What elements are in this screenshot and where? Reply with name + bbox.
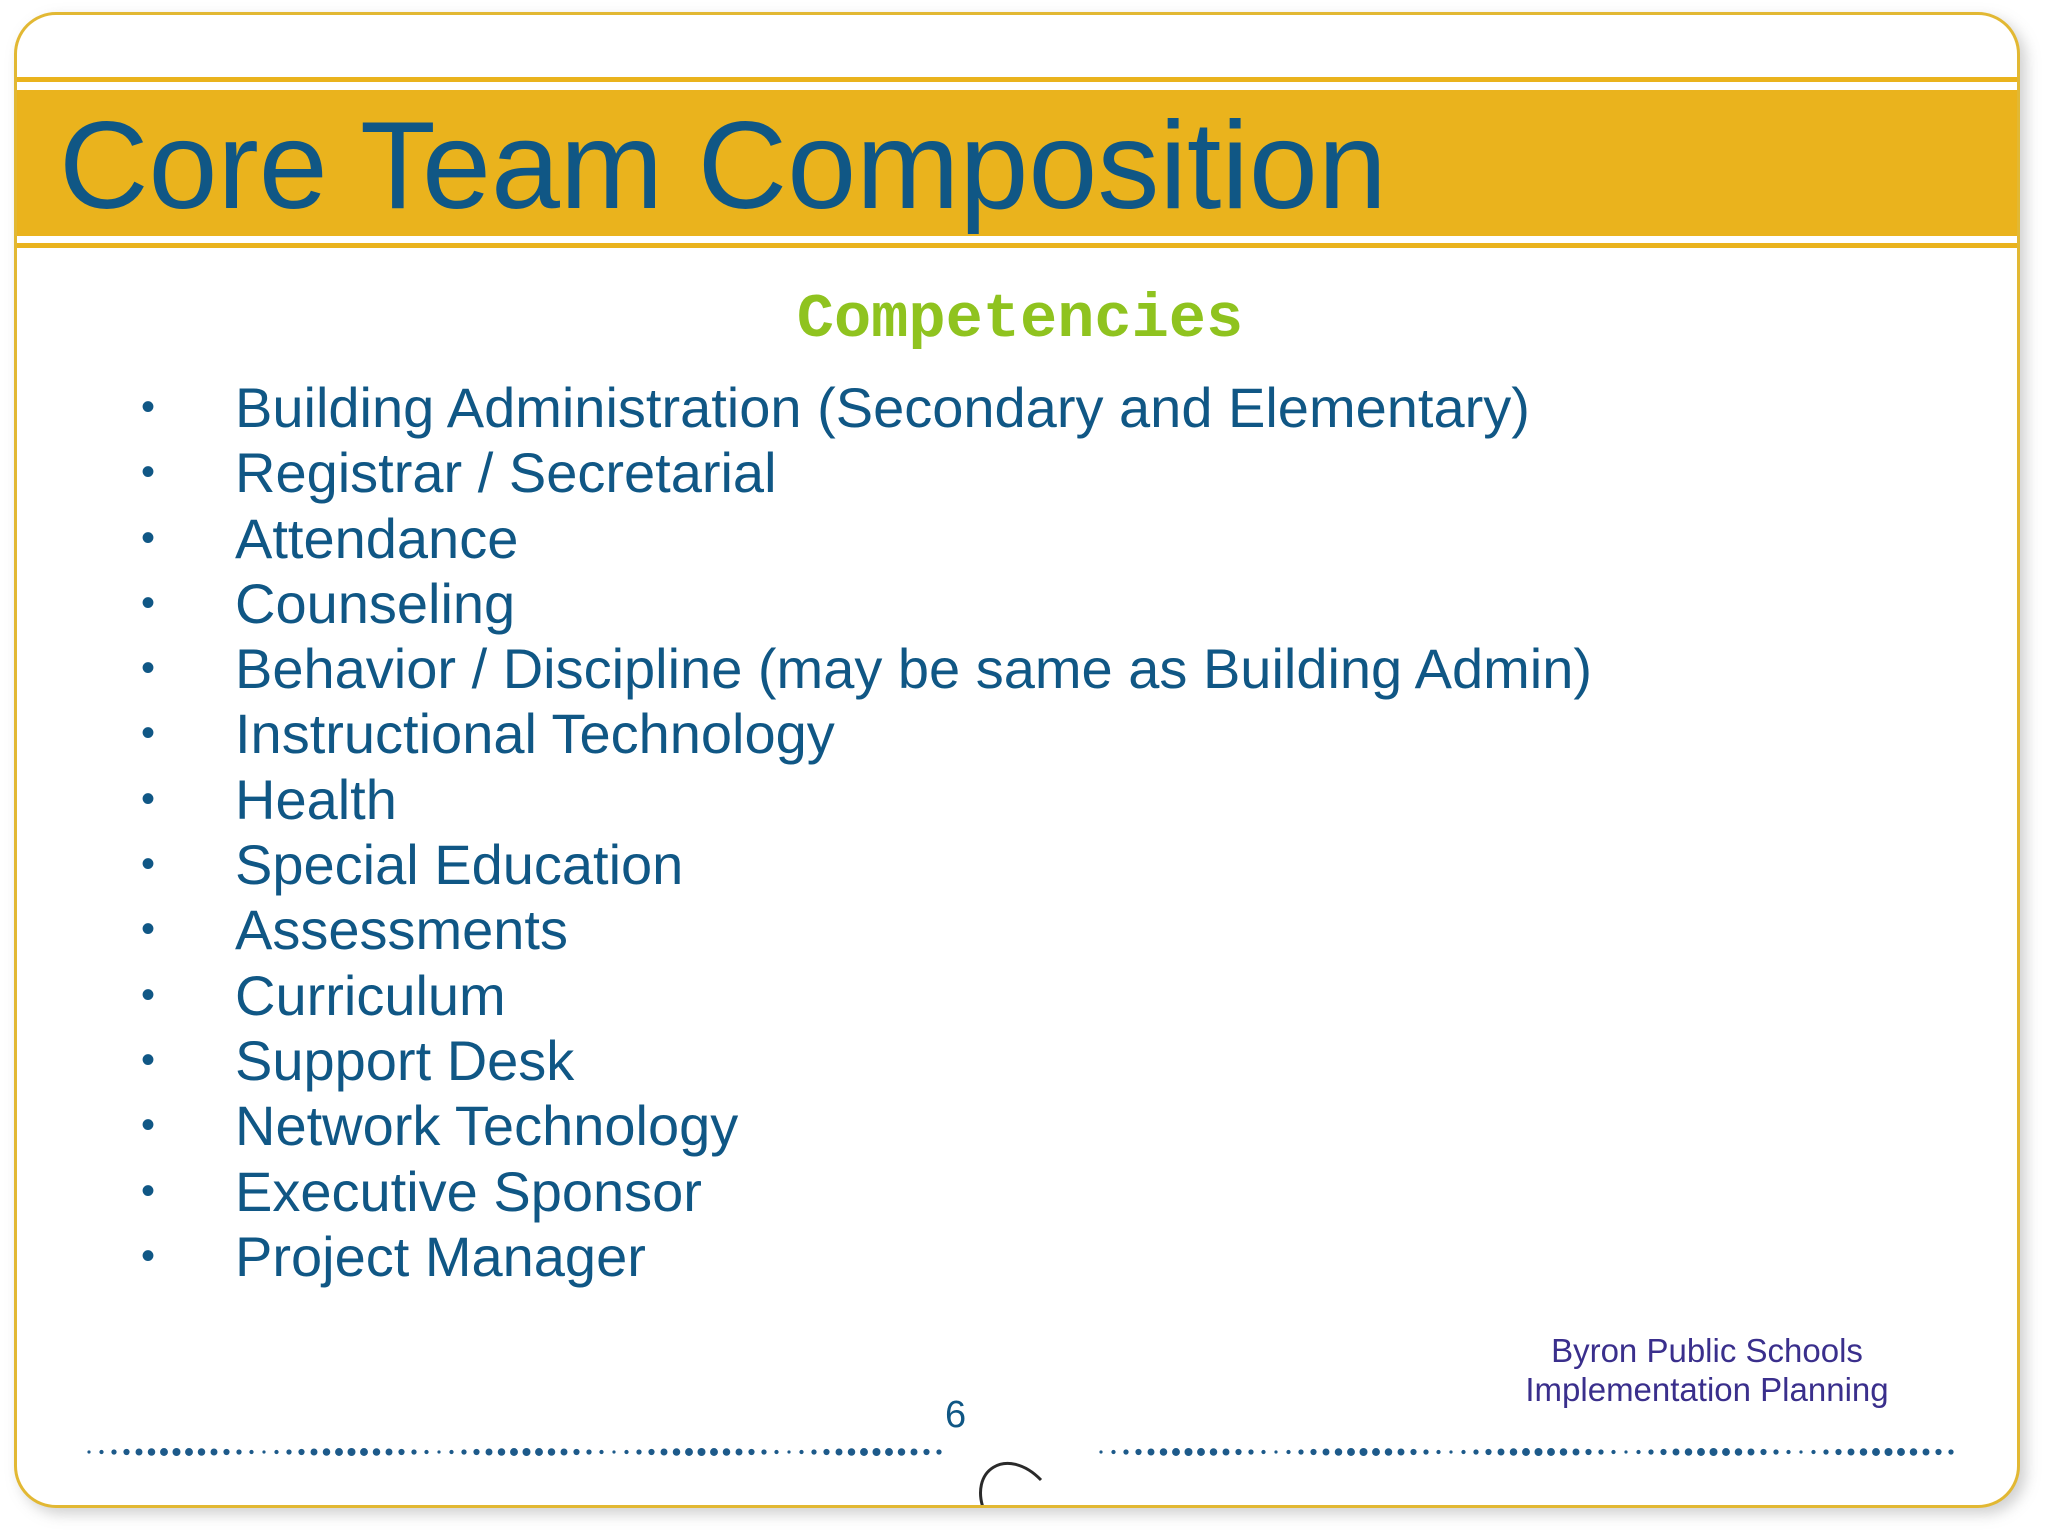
bullet-icon: • — [141, 711, 156, 756]
footer-dot — [1498, 1449, 1505, 1456]
footer-dot — [787, 1450, 790, 1453]
list-item-text: Counseling — [235, 571, 516, 635]
footer-dot — [1197, 1448, 1205, 1456]
footer-dot — [373, 1448, 381, 1456]
footer-dot — [1673, 1449, 1680, 1456]
footer-dot — [1660, 1449, 1666, 1455]
footer-dot — [873, 1448, 881, 1456]
footer-dot — [510, 1448, 518, 1456]
footer-dot — [1223, 1449, 1230, 1456]
footer-dot — [286, 1449, 291, 1454]
footer-dot — [1385, 1448, 1393, 1456]
footer-dot — [1697, 1448, 1705, 1456]
dotted-rule-right — [1099, 1448, 1953, 1456]
footer-dot — [1786, 1450, 1790, 1454]
footer-dot — [1872, 1448, 1880, 1456]
footer-dot — [1811, 1450, 1815, 1454]
footer-dot — [673, 1448, 681, 1456]
footer-organization — [1507, 1331, 1907, 1409]
footer-dot — [535, 1448, 543, 1456]
footer-dot — [936, 1449, 941, 1454]
footer-dot — [1860, 1448, 1868, 1456]
list-item-text: Project Manager — [235, 1224, 646, 1288]
slide-frame — [14, 12, 2020, 1508]
bullet-icon: • — [141, 1168, 156, 1213]
footer-dot — [1473, 1449, 1478, 1454]
footer-dot — [1310, 1449, 1316, 1455]
footer-dot — [1360, 1448, 1368, 1456]
footer-dot — [424, 1450, 428, 1454]
footer-dot — [262, 1450, 265, 1453]
footer-dot — [1323, 1449, 1330, 1456]
footer-dot — [1773, 1449, 1778, 1454]
footer-dot — [1710, 1448, 1718, 1456]
footer-dot — [748, 1449, 754, 1455]
list-item-text: Building Administration (Secondary and Elementary) — [235, 376, 1530, 439]
footer-dot — [811, 1449, 816, 1454]
bullet-icon: • — [141, 972, 156, 1017]
footer-dot — [386, 1449, 393, 1456]
footer-dot — [1585, 1449, 1591, 1455]
footer-dot — [523, 1448, 531, 1456]
list-item-text: Special Education — [235, 833, 684, 897]
footer-dot — [1123, 1449, 1128, 1454]
footer-dot — [311, 1449, 318, 1456]
list-item-text: Network Technology — [235, 1094, 739, 1158]
footer-dot — [848, 1448, 856, 1456]
footer-dot — [1685, 1448, 1693, 1456]
footer-dot — [1298, 1449, 1303, 1454]
bullet-icon: • — [141, 580, 156, 625]
footer-dot — [1461, 1450, 1465, 1454]
footer-dot — [1935, 1449, 1941, 1455]
swoosh-icon — [981, 1463, 1041, 1508]
bullet-icon: • — [141, 1233, 156, 1278]
title-band — [17, 77, 2017, 249]
bullet-icon: • — [141, 450, 156, 495]
footer-dot — [1547, 1448, 1555, 1456]
footer-dot — [586, 1449, 591, 1454]
footer-dot — [461, 1449, 466, 1454]
footer-dot — [348, 1448, 356, 1456]
bullet-icon: • — [141, 515, 156, 560]
footer-dot — [761, 1449, 766, 1454]
footer-dot — [1210, 1448, 1218, 1456]
footer-dot — [249, 1450, 253, 1454]
footer-dot — [1598, 1449, 1603, 1454]
footer-dot — [223, 1449, 229, 1455]
footer-dot — [1485, 1449, 1491, 1455]
footer-dot — [1522, 1448, 1530, 1456]
footer-dot — [573, 1449, 579, 1455]
footer-dot — [274, 1450, 278, 1454]
bullet-icon: • — [141, 646, 156, 691]
footer-dot — [836, 1449, 843, 1456]
footer-dot — [1274, 1450, 1277, 1453]
footer-dot — [661, 1449, 668, 1456]
footer-dot — [1848, 1449, 1855, 1456]
footer-dot — [473, 1449, 479, 1455]
footer-dot — [911, 1449, 918, 1456]
list-item-text: Registrar / Secretarial — [235, 441, 777, 505]
footer-dot — [1722, 1448, 1730, 1456]
footer-dot — [898, 1448, 906, 1456]
list-item-text: Curriculum — [235, 963, 506, 1027]
footer-dot — [1160, 1448, 1168, 1456]
footer-dot — [1099, 1450, 1102, 1453]
footer-dot — [185, 1448, 193, 1456]
footer-dot — [1248, 1449, 1253, 1454]
footer-dot — [1611, 1450, 1615, 1454]
footer-dot — [87, 1450, 90, 1453]
footer-dot — [1172, 1448, 1180, 1456]
footer-dot — [648, 1449, 654, 1455]
list-item-text: Assessments — [235, 898, 568, 962]
footer-dot — [1398, 1449, 1405, 1456]
footer-dot — [1748, 1449, 1755, 1456]
footer-dot — [398, 1449, 404, 1455]
footer-dot — [1897, 1448, 1905, 1456]
footer-dot — [1885, 1448, 1893, 1456]
footer-dot — [1636, 1450, 1640, 1454]
footer-dot — [698, 1448, 706, 1456]
list-item-text: Support Desk — [235, 1028, 575, 1092]
footer-dot — [1135, 1449, 1141, 1455]
footer-org-line-1: Byron Public Schools — [1551, 1332, 1863, 1369]
footer-dot — [1624, 1450, 1627, 1453]
footer-dot — [1111, 1450, 1115, 1454]
footer-dot — [736, 1449, 743, 1456]
bullet-icon: • — [141, 1037, 156, 1082]
footer-dot — [599, 1450, 603, 1454]
footer-dot — [449, 1450, 453, 1454]
footer-dot — [612, 1450, 615, 1453]
footer-dot — [123, 1449, 129, 1455]
footer-decoration — [17, 1415, 2020, 1508]
bullet-icon: • — [141, 385, 156, 429]
page-number: 6 — [945, 1394, 967, 1436]
footer-dot — [148, 1448, 156, 1456]
footer-dot — [1760, 1449, 1766, 1455]
footer-dot — [198, 1448, 206, 1456]
footer-dot — [136, 1449, 143, 1456]
footer-dot — [111, 1449, 116, 1454]
footer-dot — [236, 1449, 241, 1454]
footer-org-line-2: Implementation Planning — [1525, 1371, 1889, 1408]
footer-dot — [437, 1450, 440, 1453]
footer-dot — [624, 1450, 628, 1454]
footer-dot — [561, 1449, 568, 1456]
footer-dot — [1449, 1450, 1452, 1453]
footer-dot — [323, 1448, 331, 1456]
footer-dot — [723, 1448, 731, 1456]
list-item-text: Attendance — [235, 506, 519, 570]
dotted-rule-left — [87, 1448, 941, 1456]
footer-dot — [1735, 1448, 1743, 1456]
bullet-icon: • — [141, 776, 156, 821]
footer-dot — [160, 1448, 168, 1456]
band-bottom-rule — [17, 243, 2017, 248]
footer-dot — [1410, 1449, 1416, 1455]
footer-dot — [1235, 1449, 1241, 1455]
footer-dot — [1347, 1448, 1355, 1456]
footer-dot — [685, 1448, 693, 1456]
list-item-text: Instructional Technology — [235, 702, 835, 766]
footer-dot — [1423, 1449, 1428, 1454]
footer-dot — [1560, 1448, 1568, 1456]
footer-dot — [1261, 1450, 1265, 1454]
footer-dot — [1835, 1449, 1841, 1455]
footer-dot — [548, 1448, 556, 1456]
footer-dot — [1372, 1448, 1380, 1456]
footer-dot — [823, 1449, 829, 1455]
footer-dot — [860, 1448, 868, 1456]
slide-title: Core Team Composition — [59, 97, 1387, 235]
footer-dot — [923, 1449, 929, 1455]
footer-dot — [774, 1450, 778, 1454]
bullet-icon: • — [141, 1103, 156, 1148]
footer-dot — [1799, 1450, 1802, 1453]
list-item-text: Health — [235, 767, 397, 831]
list-item-text: Behavior / Discipline (may be same as Building Admin) — [235, 637, 1593, 701]
footer-dot — [1185, 1448, 1193, 1456]
footer-dot — [335, 1448, 343, 1456]
footer-dot — [636, 1449, 641, 1454]
footer-dot — [1648, 1449, 1653, 1454]
footer-dot — [411, 1449, 416, 1454]
footer-dot — [1535, 1448, 1543, 1456]
footer-dot — [486, 1449, 493, 1456]
footer-dot — [1823, 1449, 1828, 1454]
band-top-rule — [17, 77, 2017, 82]
footer-dot — [1923, 1449, 1930, 1456]
footer-dot — [1573, 1449, 1580, 1456]
footer-dot — [498, 1448, 506, 1456]
footer-dot — [1286, 1450, 1290, 1454]
footer-dot — [710, 1448, 718, 1456]
footer-dot — [1910, 1448, 1918, 1456]
footer-dot — [173, 1448, 181, 1456]
footer-dot — [298, 1449, 304, 1455]
footer-dot — [1148, 1449, 1155, 1456]
footer-dot — [885, 1448, 893, 1456]
footer-dot — [360, 1448, 368, 1456]
bullet-icon: • — [141, 842, 156, 887]
footer-dot — [799, 1450, 803, 1454]
footer-dot — [1948, 1449, 1953, 1454]
list-item-text: Executive Sponsor — [235, 1159, 702, 1223]
footer-dot — [99, 1450, 103, 1454]
bullet-icon: • — [141, 907, 156, 952]
competencies-heading: Competencies — [796, 284, 1244, 355]
footer-dot — [211, 1449, 218, 1456]
footer-dot — [1335, 1448, 1343, 1456]
footer-dot — [1436, 1450, 1440, 1454]
footer-dot — [1510, 1448, 1518, 1456]
